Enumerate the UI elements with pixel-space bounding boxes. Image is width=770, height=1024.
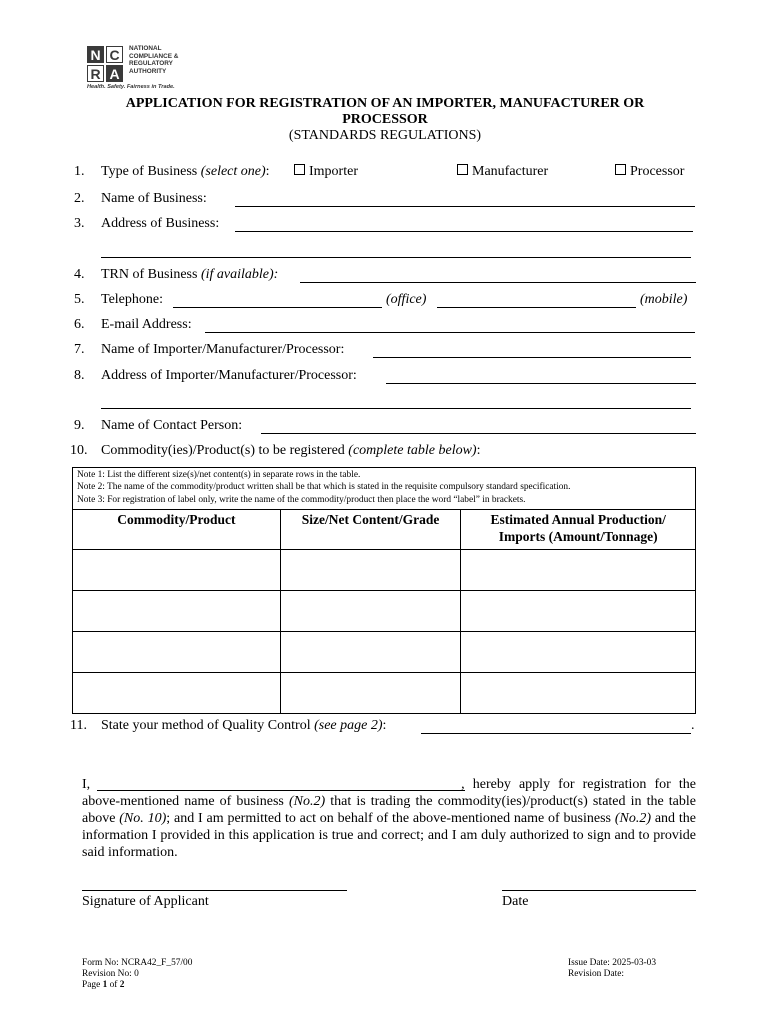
table-row bbox=[73, 632, 696, 673]
q11-number: 11. bbox=[70, 718, 87, 733]
table-row bbox=[73, 673, 696, 714]
q11-label bbox=[101, 718, 386, 734]
logo-mark bbox=[87, 46, 123, 82]
table-cell[interactable] bbox=[280, 673, 461, 714]
table-row bbox=[73, 550, 696, 591]
note-2: Note 2: The name of the commodity/product written shall be that which is stated in the requisite compulsory standard specification. bbox=[77, 482, 571, 493]
page-total: 2 bbox=[119, 980, 125, 991]
logo-name-line: REGULATORY bbox=[129, 60, 173, 68]
table-cell[interactable] bbox=[461, 591, 696, 632]
table-cell[interactable] bbox=[73, 550, 281, 591]
declaration-text bbox=[82, 776, 696, 861]
header-commodity-product: Commodity/Product bbox=[73, 510, 281, 550]
option-importer[interactable] bbox=[294, 164, 358, 180]
q1-hint: (select one) bbox=[200, 164, 266, 179]
form-number: Form No: NCRA42_F_57/00 bbox=[82, 958, 193, 968]
logo-name bbox=[129, 45, 178, 75]
header-estimated-annual-line1: Estimated Annual Production/ bbox=[490, 512, 666, 527]
note-1: Note 1: List the different size(s)/net content(s) in separate rows in the table. bbox=[77, 470, 361, 480]
declaration-part2: that is trading the commodity(ies)/product(s) stated in the table above bbox=[82, 794, 696, 826]
contact-person-field[interactable] bbox=[261, 433, 696, 434]
q7-number: 7. bbox=[74, 342, 85, 357]
q6-label: E-mail Address: bbox=[101, 317, 192, 332]
telephone-office-field[interactable] bbox=[173, 307, 382, 308]
q10-label bbox=[101, 443, 480, 459]
footer-left bbox=[82, 958, 192, 992]
logo-letter-a: A bbox=[106, 65, 123, 82]
mobile-label bbox=[640, 292, 687, 308]
q10-label-text: Commodity(ies)/Product(s) to be registered bbox=[101, 443, 349, 458]
q4-label bbox=[101, 267, 278, 283]
q3-number: 3. bbox=[74, 216, 85, 231]
option-manufacturer-label: Manufacturer bbox=[472, 164, 549, 179]
business-address-field-line2[interactable] bbox=[101, 257, 691, 258]
option-importer-label: Importer bbox=[309, 164, 358, 179]
q10-colon: : bbox=[476, 443, 481, 458]
table-cell[interactable] bbox=[73, 632, 281, 673]
table-cell[interactable] bbox=[461, 550, 696, 591]
q4-hint: (if available): bbox=[200, 267, 279, 282]
logo-name-line: COMPLIANCE & bbox=[129, 52, 179, 60]
date-label: Date bbox=[502, 894, 529, 909]
quality-control-field[interactable] bbox=[421, 733, 691, 734]
q1-label-text: Type of Business bbox=[101, 164, 201, 179]
q11-hint: (see page 2) bbox=[314, 718, 383, 733]
declaration-prefix: I, bbox=[82, 777, 91, 792]
page-current: 1 bbox=[102, 980, 108, 991]
table-cell[interactable] bbox=[280, 591, 461, 632]
table-cell[interactable] bbox=[73, 673, 281, 714]
q3-label: Address of Business: bbox=[101, 216, 220, 231]
footer-right bbox=[568, 958, 656, 980]
business-address-field-line1[interactable] bbox=[235, 231, 693, 232]
q8-number: 8. bbox=[74, 368, 85, 383]
form-title-line2: PROCESSOR bbox=[342, 112, 428, 127]
option-manufacturer[interactable] bbox=[457, 164, 548, 180]
form-title-line1: APPLICATION FOR REGISTRATION OF AN IMPORTER, MANUFACTURER OR bbox=[125, 96, 645, 111]
header-estimated-annual-line2: Imports (Amount/Tonnage) bbox=[498, 529, 658, 544]
importer-address-field-line2[interactable] bbox=[101, 408, 691, 409]
option-processor[interactable] bbox=[615, 164, 684, 180]
declaration-part4: and the information I provided in this application is true and correct; and I am duly authorized to sign and to provide said information. bbox=[82, 811, 696, 860]
q9-number: 9. bbox=[74, 418, 85, 433]
q4-number: 4. bbox=[74, 267, 85, 282]
logo-name-line: AUTHORITY bbox=[129, 67, 167, 75]
declaration-ref3: (No.2) bbox=[614, 811, 651, 826]
checkbox-manufacturer[interactable] bbox=[457, 164, 468, 175]
office-label bbox=[386, 292, 426, 308]
q5-number: 5. bbox=[74, 292, 85, 307]
signature-label: Signature of Applicant bbox=[82, 894, 209, 909]
checkbox-processor[interactable] bbox=[615, 164, 626, 175]
declaration-ref1: (No.2) bbox=[288, 794, 326, 809]
logo-letter-r: R bbox=[87, 65, 104, 82]
page-of: of bbox=[107, 980, 120, 991]
checkbox-importer[interactable] bbox=[294, 164, 305, 175]
q1-label bbox=[101, 164, 270, 180]
q10-hint: (complete table below) bbox=[348, 443, 477, 458]
revision-date: Revision Date: bbox=[568, 969, 624, 980]
declaration-part3: ; and I am permitted to act on behalf of the above-mentioned name of business bbox=[166, 811, 615, 826]
logo-letter-n: N bbox=[87, 46, 104, 63]
q2-number: 2. bbox=[74, 191, 85, 206]
q8-label: Address of Importer/Manufacturer/Processor: bbox=[101, 368, 357, 383]
importer-name-field[interactable] bbox=[373, 357, 691, 358]
logo-name-line: NATIONAL bbox=[129, 45, 162, 52]
table-cell[interactable] bbox=[280, 632, 461, 673]
business-name-field[interactable] bbox=[235, 206, 695, 207]
header-estimated-annual bbox=[461, 510, 696, 550]
table-cell[interactable] bbox=[73, 591, 281, 632]
option-processor-label: Processor bbox=[630, 164, 685, 179]
trn-field[interactable] bbox=[300, 282, 696, 283]
importer-address-field-line1[interactable] bbox=[386, 383, 696, 384]
table-cell[interactable] bbox=[280, 550, 461, 591]
email-field[interactable] bbox=[205, 332, 695, 333]
logo-letter-c: C bbox=[106, 46, 123, 63]
office-label-text: (office) bbox=[386, 292, 427, 307]
declaration-part1: , hereby apply for registration for the above-mentioned name of business bbox=[82, 777, 696, 809]
commodity-table bbox=[72, 509, 696, 714]
q7-label: Name of Importer/Manufacturer/Processor: bbox=[101, 342, 345, 357]
q1-colon: : bbox=[265, 164, 270, 179]
table-notes bbox=[72, 467, 696, 509]
mobile-label-text: (mobile) bbox=[640, 292, 688, 307]
form-subtitle: (STANDARDS REGULATIONS) bbox=[288, 128, 482, 143]
q2-label: Name of Business: bbox=[101, 191, 207, 206]
q10-number: 10. bbox=[70, 443, 88, 458]
page-prefix: Page bbox=[82, 980, 103, 991]
table-row bbox=[73, 591, 696, 632]
q1-number: 1. bbox=[74, 164, 85, 179]
revision-number: Revision No: 0 bbox=[82, 969, 139, 980]
q11-label-text: State your method of Quality Control bbox=[101, 718, 315, 733]
telephone-mobile-field[interactable] bbox=[437, 307, 636, 308]
q11-period: . bbox=[691, 718, 695, 733]
q6-number: 6. bbox=[74, 317, 85, 332]
issue-date: Issue Date: 2025-03-03 bbox=[568, 958, 657, 968]
note-3: Note 3: For registration of label only, write the name of the commodity/product then place the word “label” in brackets. bbox=[77, 494, 526, 505]
table-cell[interactable] bbox=[461, 673, 696, 714]
signature-field[interactable] bbox=[82, 890, 347, 891]
q11-colon: : bbox=[382, 718, 387, 733]
q9-label: Name of Contact Person: bbox=[101, 418, 243, 433]
declaration-ref2: (No. 10) bbox=[119, 811, 167, 826]
page-number bbox=[82, 980, 192, 991]
q5-label: Telephone: bbox=[101, 292, 163, 307]
table-header-row bbox=[73, 510, 696, 550]
logo-tagline: Health. Safety. Fairness in Trade. bbox=[87, 84, 175, 90]
date-field[interactable] bbox=[502, 890, 696, 891]
q4-label-text: TRN of Business bbox=[101, 267, 201, 282]
header-size-net-content: Size/Net Content/Grade bbox=[280, 510, 461, 550]
table-cell[interactable] bbox=[461, 632, 696, 673]
